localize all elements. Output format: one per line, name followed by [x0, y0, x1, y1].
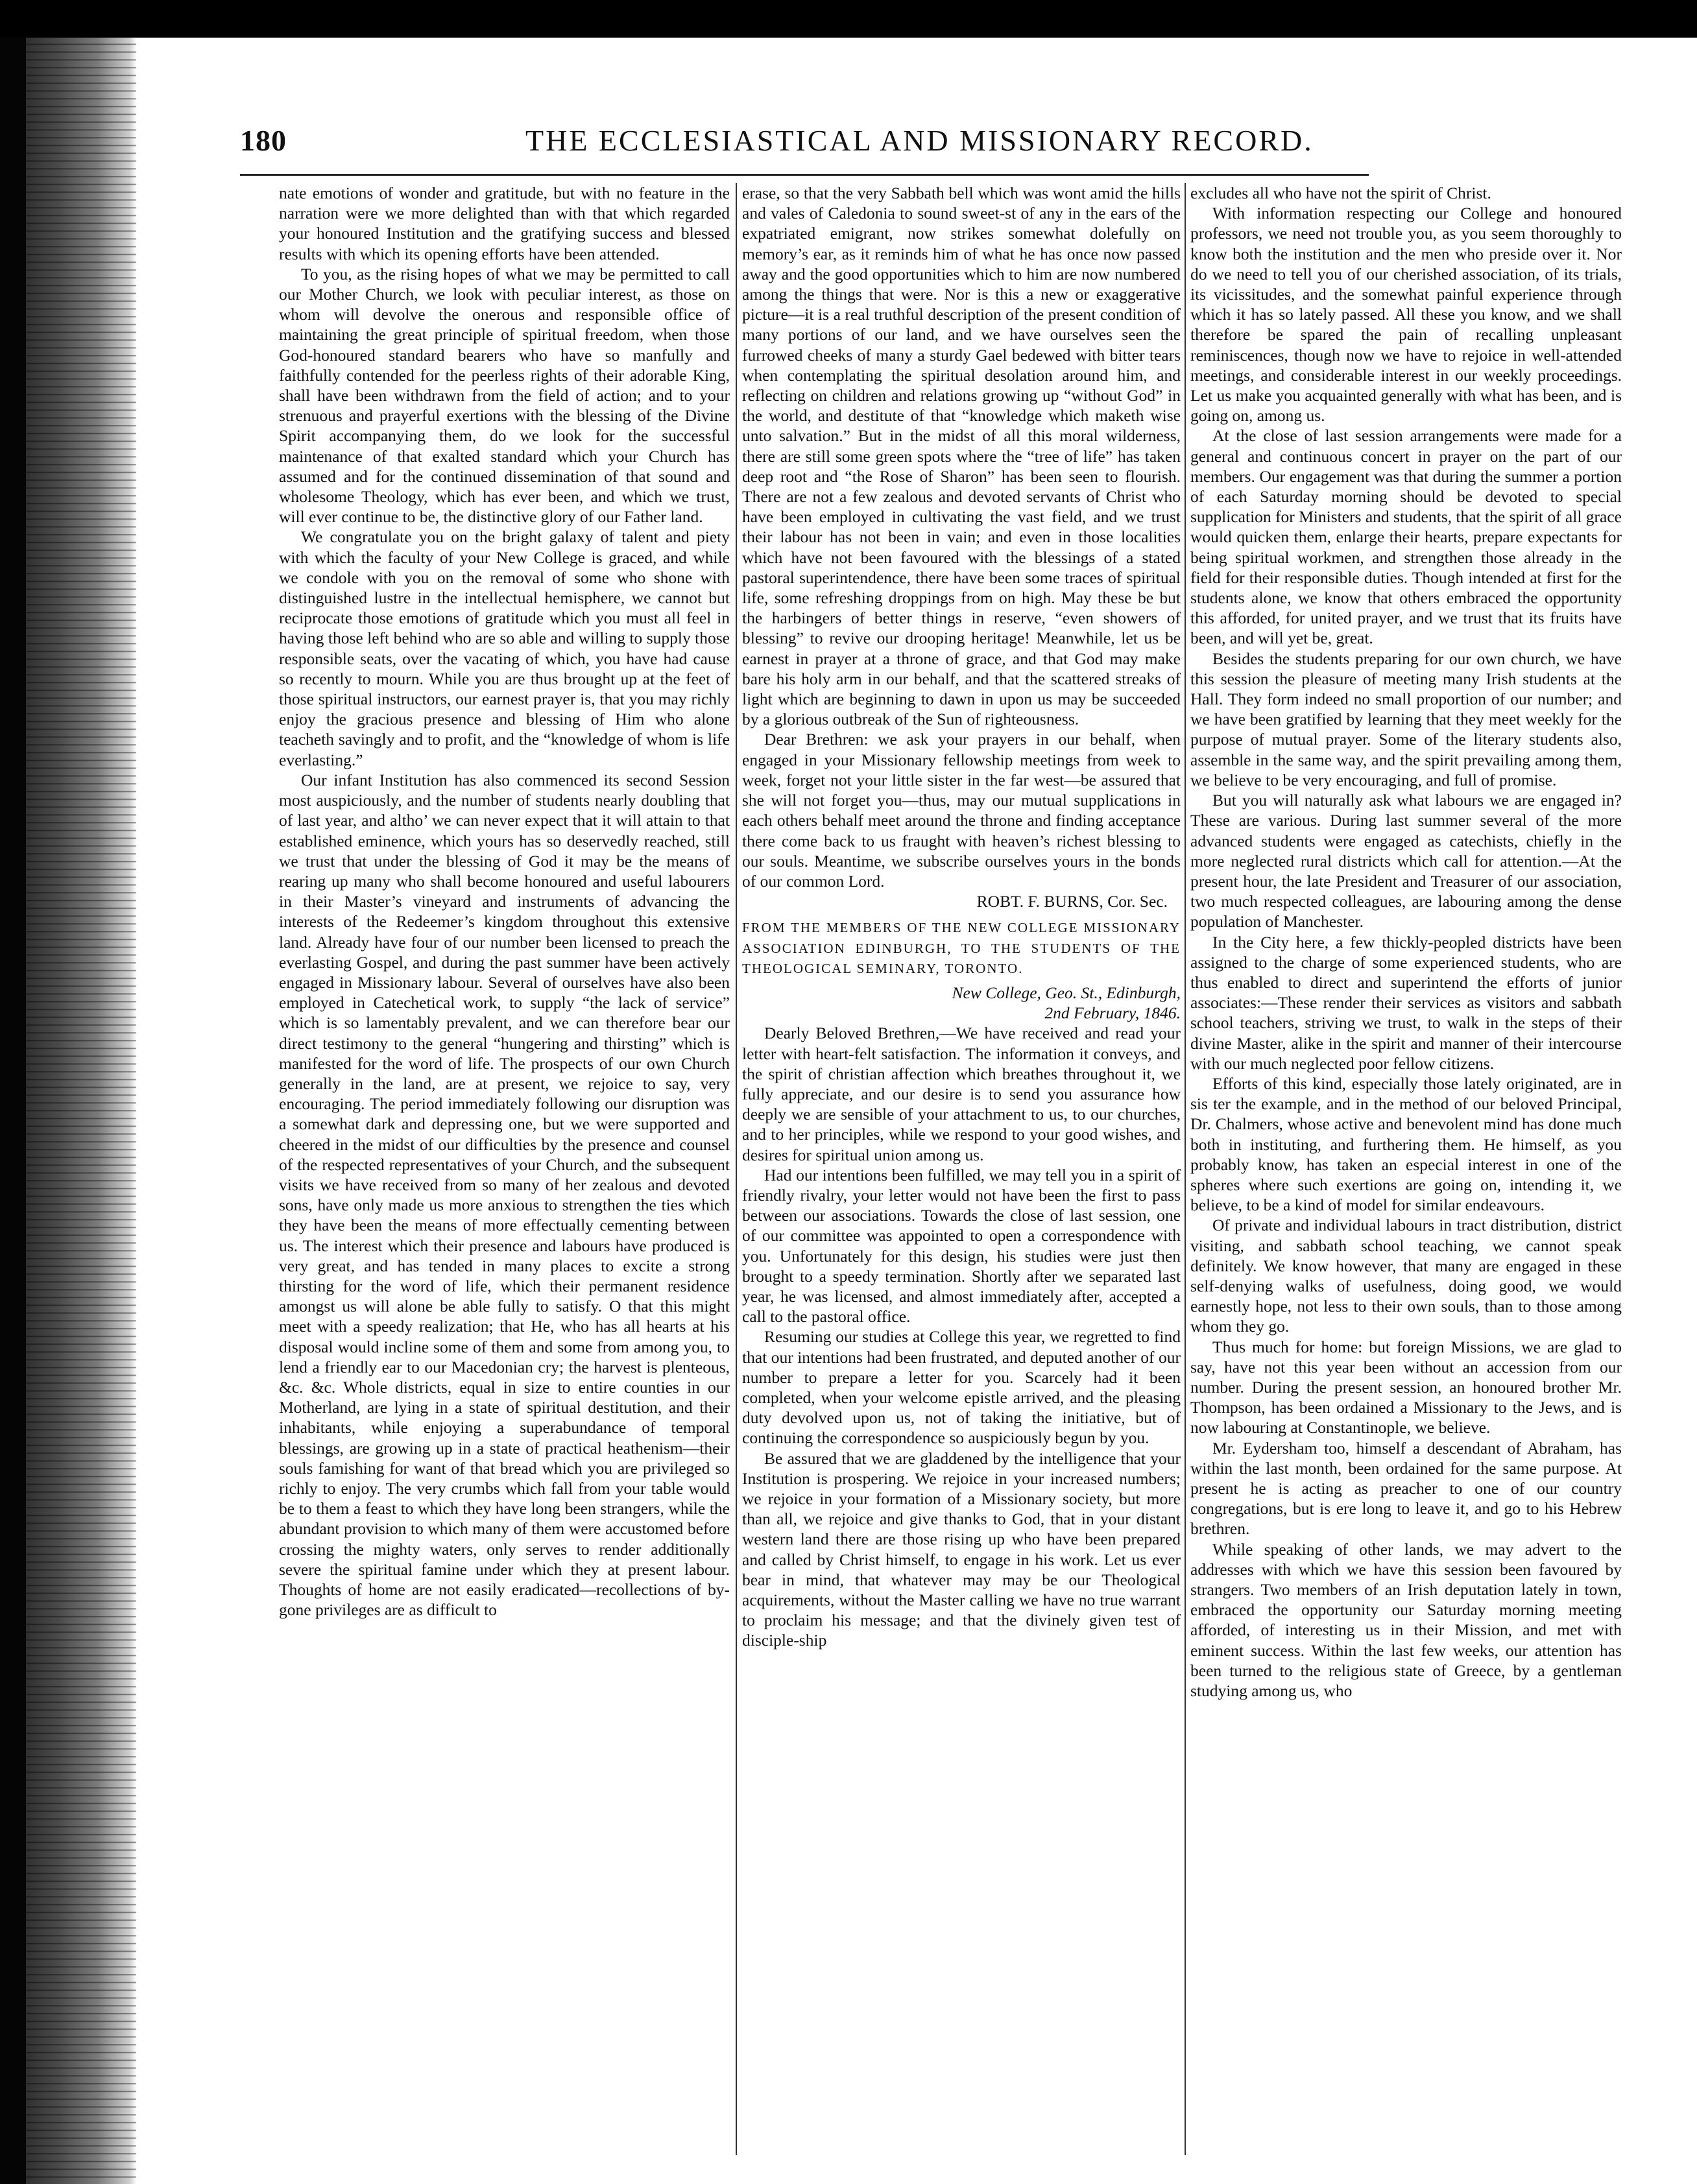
paragraph: Dearly Beloved Brethren,—We have received and read your letter with heart-felt satisfaction. The information it conveys, and the spirit of christian affection which breathes throughout it, we fully appreciate, and our desire is to send you assurance how deeply we are sensible of your attachment to us, to our churches, and to her principles, while we respond to your good wishes, and desires for spiritual union among us.: [742, 1024, 1181, 1164]
paragraph: But you will naturally ask what labours we are engaged in? These are various. During last summer several of the more advanced students were engaged as catechists, chiefly in the more neglected rural districts which call for attention.—At the present hour, the late President and Treasurer of our association, two much respected colleagues, are labouring among the dense population of Manchester.: [1190, 791, 1622, 931]
letter-heading: FROM THE MEMBERS OF THE NEW COLLEGE MISSIONARY ASSOCIATION EDINBURGH, TO THE STUDENTS OF THE THEOLOGICAL SEMINARY, TORONTO.: [742, 920, 1181, 976]
paragraph: We congratulate you on the bright galaxy of talent and piety with which the faculty of your New College is graced, and while we condole with you on the removal of some who shone with distinguished lustre in the intellectual hemisphere, we cannot but reciprocate those emotions of gratitude which you must all feel in having those left behind who are so able and willing to supply those responsible seats, over the vacating of which, you have had cause so recently to mourn. While you are thus brought up at the feet of those spiritual instructors, our earnest prayer is, that you may richly enjoy the gracious presence and blessing of Him who alone teacheth savingly and to profit, and the “knowledge of whom is life everlasting.”: [279, 527, 730, 769]
paragraph: Dear Brethren: we ask your prayers in our behalf, when engaged in your Missionary fellowship meetings from week to week, forget not your little sister in the far west—be assured that she will not forget you—thus, may our mutual supplications in each others behalf meet around the throne and finding acceptance there come back to us fraught with heaven’s richest blessing to our souls. Meantime, we subscribe ourselves yours in the bonds of our common Lord.: [742, 730, 1181, 891]
paragraph: To you, as the rising hopes of what we may be permitted to call our Mother Church, we look with peculiar interest, as those on whom will devolve the onerous and responsible office of maintaining the great principle of spiritual freedom, when those God-honoured standard bearers who have so manfully and faithfully contended for the peerless rights of their adorable King, shall have been withdrawn from the field of action; and to your strenuous and prayerful exertions with the blessing of the Divine Spirit accompanying them, do we look for the successful maintenance of that exalted standard which your Church has assumed and for the continued dissemination of that sound and wholesome Theology, which has ever been, and which we trust, will ever continue to be, the distinctive glory of our Father land.: [279, 264, 730, 527]
paragraph: Besides the students preparing for our own church, we have this session the pleasure of meeting many Irish students at the Hall. They form indeed no small proportion of our number; and we have been gratified by learning that they meet weekly for the purpose of mutual prayer. Some of the literary students also, assemble in the same way, and the spirit prevailing among them, we believe to be very encouraging, and full of promise.: [1190, 649, 1622, 789]
paragraph: Had our intentions been fulfilled, we may tell you in a spirit of friendly rivalry, your letter would not have been the first to pass between our associations. Towards the close of last session, one of our committee was appointed to open a correspondence with you. Unfortunately for this design, his studies were just then brought to a speedy termination. Shortly after we separated last year, he was licensed, and almost immediately after, accepted a call to the pastoral office.: [742, 1165, 1181, 1326]
paragraph: Efforts of this kind, especially those lately originated, are in sis ter the example, and in the method of our beloved Principal, Dr. Chalmers, whose active and benevolent mind has done much both in instituting, and furthering them. He himself, as you probably know, has taken an especial interest in one of the spheres where such exertions are going on, intending it, we believe, to be a kind of model for similar endeavours.: [1190, 1074, 1622, 1215]
paragraph: In the City here, a few thickly-peopled districts have been assigned to the charge of some experienced students, who are thus enabled to direct and superintend the efforts of junior associates:—These render their services as visitors and sabbath school teachers, striving we trust, to walk in the steps of their divine Master, alike in the spirit and manner of their intercourse with our much neglected poor fellow citizens.: [1190, 932, 1622, 1073]
dateline-date: 2nd February, 1846.: [1044, 1003, 1181, 1023]
dateline-place: New College, Geo. St., Edinburgh,: [952, 983, 1181, 1002]
column-3: [1190, 183, 1622, 2155]
column-divider: [1185, 183, 1186, 2155]
paragraph: Of private and individual labours in tract distribution, district visiting, and sabbath school teaching, we cannot speak definitely. We know however, that many are engaged in these self-denying walks of usefulness, doing good, we would earnestly hope, not less to their own souls, than to those among whom they go.: [1190, 1216, 1622, 1336]
scan-dark-margin: [0, 38, 26, 2184]
page-number: 180: [240, 124, 287, 157]
paragraph: erase, so that the very Sabbath bell which was wont amid the hills and vales of Caledonia to sound sweet-st of any in the ears of the expatriated emigrant, now strikes somewhat dolefully on memory’s ear, as it reminds him of what he has once now passed away and the good opportunities which to him are now numbered among the things that were. Nor is this a new or exaggerative picture—it is a real truthful description of the present condition of many portions of our land, and we have ourselves seen the furrowed cheeks of many a sturdy Gael bedewed with bitter tears when contemplating the spiritual desolation around him, and reflecting on children and relations growing up “without God” in the world, and destitute of that “knowledge which maketh wise unto salvation.” But in the midst of all this moral wilderness, there are still some green spots where the “tree of life” has taken deep root and “the Rose of Sharon” has been seen to flourish. There are not a few zealous and devoted servants of Christ who have been employed in cultivating the vast field, and we trust their labour has not been in vain; and even in those localities which have not been favoured with the blessings of a stated pastoral superintendence, there have been some traces of spiritual life, some refreshing droppings from on high. May these be but the harbingers of better things in reserve, “even showers of blessing” to revive our drooping heritage! Meanwhile, let us be earnest in prayer at a throne of grace, and that God may make bare his holy arm in our behalf, and that the scattered streaks of light which are beginning to dawn in upon us may be succeeded by a glorious outbreak of the Sun of righteousness.: [742, 184, 1181, 729]
column-divider: [736, 183, 737, 2155]
running-title: THE ECCLESIASTICAL AND MISSIONARY RECORD.: [525, 124, 1314, 157]
paragraph: At the close of last session arrangements were made for a general and continuous concert in prayer on the part of our members. Our engagement was that during the summer a portion of each Saturday morning should be devoted to special supplication for Ministers and students, that the spirit of all grace would quicken them, enlarge their hearts, prepare expectants for being spiritual workmen, and strengthen those already in the field for their responsible duties. Though intended at first for the students alone, we know that others embraced the opportunity this afforded, for united prayer, and we trust that its fruits have been, and will yet be, great.: [1190, 426, 1622, 648]
paragraph: Resuming our studies at College this year, we regretted to find that our intentions had been frustrated, and deputed another of our number to prepare a letter for you. Scarcely had it been completed, when your welcome epistle arrived, and the pleasing duty devolved upon us, not of taking the initiative, but of continuing the correspondence so auspiciously begun by you.: [742, 1327, 1181, 1448]
paragraph: Our infant Institution has also commenced its second Session most auspiciously, and the number of students nearly doubling that of last year, and altho’ we can never expect that it will attain to that established eminence, which yours has so deservedly reached, still we trust that under the blessing of God it may be the means of rearing up many who shall become honoured and useful labourers in their Master’s vineyard and instruments of advancing the interests of the Redeemer’s kingdom throughout this extensive land. Already have four of our number been licensed to preach the everlasting Gospel, and during the past summer have been actively engaged in Missionary labour. Several of ourselves have also been employed in Catechetical work, to supply “the lack of service” which is so lamentably prevalent, and we can therefore bear our direct testimony to the general “hungering and thirsting” which is manifested for the word of life. The prospects of our own Church generally in the land, are at present, we rejoice to say, very encouraging. The period immediately following our disruption was a somewhat dark and depressing one, but we were supported and cheered in the midst of our difficulties by the presence and counsel of the respected representatives of your Church, and the subsequent visits we have received from so many of her zealous and devoted sons, have only made us more anxious to strengthen the ties which they have been the means of more effectually cementing between us. The interest which their presence and labours have produced is very great, and has tended in many places to excite a strong thirsting for the word of life, which their permanent residence amongst us will alone be able fully to satisfy. O that this might meet with a speedy realization; that He, who has all hearts at his disposal would incline some of them and some from among you, to lend a friendly ear to our Macedonian cry; the harvest is plenteous, &c. &c. Whole districts, equal in size to entire counties in our Motherland, are lying in a state of spiritual destitution, and their inhabitants, while enjoying a superabundance of temporal blessings, are growing up in a state of practical heathenism—their souls famishing for want of that bread which you are privileged so richly to enjoy. The very crumbs which fall from your table would be to them a feast to which they have long been strangers, while the abundant provision to which many of them were accustomed before crossing the mighty waters, only serves to render additionally severe the spiritual famine under which they at present labour. Thoughts of home are not easily eradicated—recollections of by-gone privileges are as difficult to: [279, 770, 730, 1620]
scan-top-border: [0, 0, 1697, 38]
paragraph: Thus much for home: but foreign Missions, we are glad to say, have not this year been without an accession from our number. During the present session, an honoured brother Mr. Thompson, has been ordained a Missionary to the Jews, and is now labouring at Constantinople, we believe.: [1190, 1337, 1622, 1437]
paragraph: With information respecting our College and honoured professors, we need not trouble you, as you seem thoroughly to know both the institution and the men who preside over it. Nor do we need to tell you of our cherished association, of its trials, its vicissitudes, and the somewhat painful experience through which it has so lately passed. All these you know, and we shall therefore be spared the pain of recalling unpleasant reminiscences, though now we have to rejoice in well-attended meetings, and considerable interest in our weekly proceedings. Let us make you acquainted generally with what has been, and is going on, among us.: [1190, 204, 1622, 426]
header-rule: [240, 174, 1369, 176]
paragraph: Be assured that we are gladdened by the intelligence that your Institution is prospering. We rejoice in your increased numbers; we rejoice in your formation of a Missionary society, but more than all, we rejoice and give thanks to God, that in your distant western land there are those rising up who have been prepared and called by Christ himself, to engage in his work. Let us ever bear in mind, that whatever may may be our Theological acquirements, without the Master calling we have no true warrant to proclaim his message; and that the divinely given test of disciple-ship: [742, 1448, 1181, 1650]
paragraph: nate emotions of wonder and gratitude, but with no feature in the narration were we more delighted than with that which regarded your honoured Institution and the gratifying success and blessed results with which its opening efforts have been attended.: [279, 184, 730, 263]
signature: ROBT. F. BURNS, Cor. Sec.: [976, 892, 1168, 911]
page-header: [240, 123, 1369, 169]
paragraph: While speaking of other lands, we may advert to the addresses with which we have this session been favoured by strangers. Two members of an Irish deputation lately in town, embraced the opportunity our Saturday morning meeting afforded, of interesting us in their Mission, and met with eminent success. Within the last few weeks, our attention has been turned to the religious state of Greece, by a gentleman studying among us, who: [1190, 1539, 1622, 1701]
paragraph: Mr. Eydersham too, himself a descendant of Abraham, has within the last month, been ordained for the same purpose. At present he is acting as preacher to one of our country congregations, but is ere long to leave it, and go to his Hebrew brethren.: [1190, 1438, 1622, 1539]
column-2: [742, 183, 1181, 2155]
paragraph: excludes all who have not the spirit of Christ.: [1190, 184, 1491, 202]
column-1: [279, 183, 730, 2155]
